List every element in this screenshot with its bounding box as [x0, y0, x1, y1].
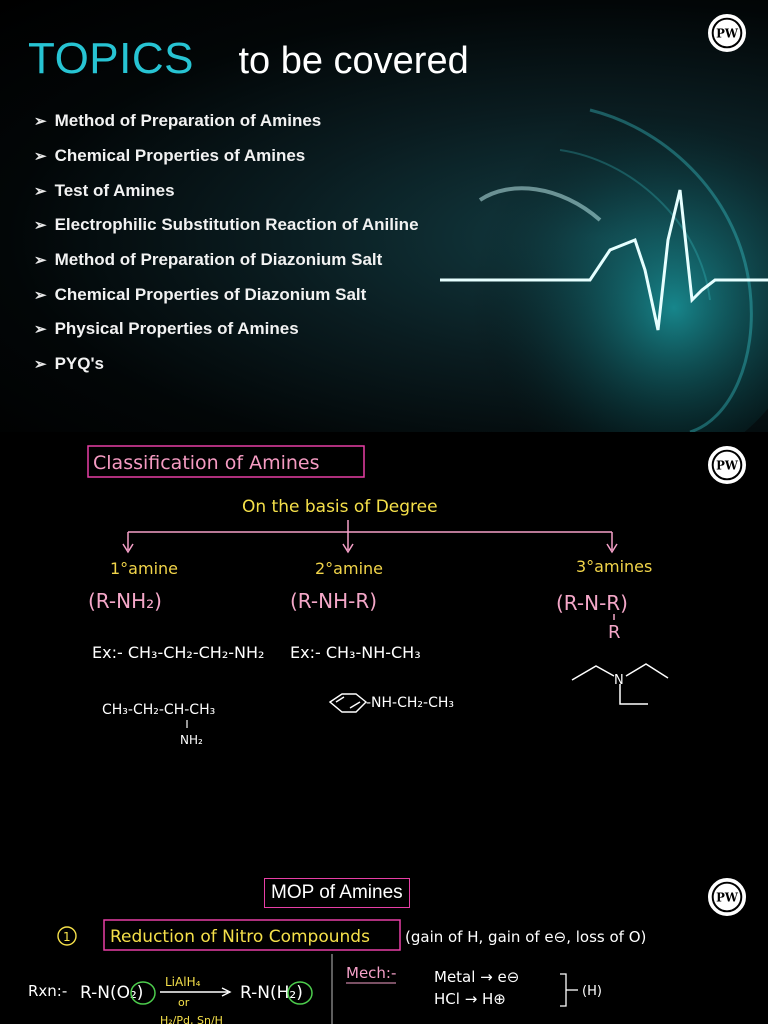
tertiary-general-formula: (R-N-R): [556, 591, 628, 615]
topic-text: Electrophilic Substitution Reaction of Aniline: [54, 215, 419, 235]
list-item: [34, 139, 419, 174]
topic-text: PYQ's: [54, 354, 104, 374]
topic-list: [34, 104, 419, 382]
heartbeat-decoration: [440, 90, 768, 432]
arrow-bullet-icon: ➢: [34, 252, 47, 270]
topic-text: Method of Preparation of Amines: [54, 111, 322, 131]
tertiary-general-sub: R: [608, 622, 621, 643]
tree-lines: [123, 520, 617, 552]
primary-example-2-sub: NH₂: [180, 733, 203, 747]
classification-heading: Classification of Amines: [93, 452, 320, 474]
mech-result: (H): [582, 984, 602, 999]
list-item: [34, 243, 419, 278]
primary-amine-label: 1°amine: [110, 559, 178, 578]
slide-topics: [0, 0, 768, 432]
secondary-general-formula: (R-NH-R): [290, 589, 378, 613]
primary-example-2: CH₃-CH₂-CH-CH₃: [102, 702, 216, 718]
topic-text: Test of Amines: [54, 180, 175, 200]
arrow-bullet-icon: ➢: [34, 321, 47, 339]
topic-text: Method of Preparation of Diazonium Salt: [54, 250, 383, 270]
topic-text: Chemical Properties of Amines: [54, 146, 306, 166]
list-item: [34, 312, 419, 347]
pw-logo-icon: [708, 878, 746, 916]
tertiary-amine-label: 3°amines: [576, 557, 653, 576]
pw-logo-icon: [708, 446, 746, 484]
topics-title: [28, 34, 469, 84]
title-rest: to be covered: [238, 40, 469, 82]
secondary-amine-label: 2°amine: [315, 559, 383, 578]
classification-diagram: [0, 432, 768, 864]
list-item: [34, 104, 419, 139]
mop-diagram: [0, 864, 768, 1024]
reagent-or: or: [178, 996, 190, 1009]
mech-label: Mech:-: [346, 964, 397, 982]
item-title: Reduction of Nitro Compounds: [110, 927, 370, 947]
slide-mop: [0, 864, 768, 1024]
mech-line-1: Metal → e⊖: [434, 968, 520, 986]
arrow-bullet-icon: ➢: [34, 286, 47, 304]
secondary-example-1: Ex:- CH₃-NH-CH₃: [290, 643, 421, 662]
item-note: (gain of H, gain of e⊖, loss of O): [405, 928, 647, 946]
reagent-top: LiAlH₄: [165, 975, 201, 989]
logo-text: PW: [716, 458, 738, 473]
reagent-bottom: H₂/Pd, Sn/H: [160, 1014, 223, 1024]
list-item: [34, 208, 419, 243]
topic-text: Physical Properties of Amines: [54, 319, 299, 339]
nitrogen-atom: N: [614, 673, 624, 688]
arrow-bullet-icon: ➢: [34, 217, 47, 235]
primary-general-formula: (R-NH₂): [88, 589, 162, 613]
title-highlight: TOPICS: [28, 34, 195, 83]
benzene-ring-icon: [330, 694, 366, 712]
list-item: [34, 347, 419, 382]
arrow-bullet-icon: ➢: [34, 148, 47, 166]
logo-text: PW: [716, 26, 738, 41]
mech-line-2: HCl → H⊕: [434, 990, 506, 1008]
logo-text: PW: [716, 890, 738, 905]
pw-logo-icon: [708, 14, 746, 52]
list-item: [34, 173, 419, 208]
basis-label: On the basis of Degree: [242, 497, 438, 517]
product: R-N(H₂): [240, 983, 303, 1003]
slide-classification: [0, 432, 768, 864]
list-item: [34, 277, 419, 312]
topic-text: Chemical Properties of Diazonium Salt: [54, 284, 367, 304]
arrow-bullet-icon: ➢: [34, 182, 47, 200]
rxn-label: Rxn:-: [28, 982, 68, 1000]
arrow-bullet-icon: ➢: [34, 356, 47, 374]
secondary-example-2: -NH-CH₂-CH₃: [366, 695, 454, 711]
primary-example-1: Ex:- CH₃-CH₂-CH₂-NH₂: [92, 643, 265, 662]
item-number: 1: [63, 930, 71, 944]
mop-heading: MOP of Amines: [264, 878, 410, 908]
reactant: R-N(O₂): [80, 983, 144, 1003]
arrow-bullet-icon: ➢: [34, 113, 47, 131]
